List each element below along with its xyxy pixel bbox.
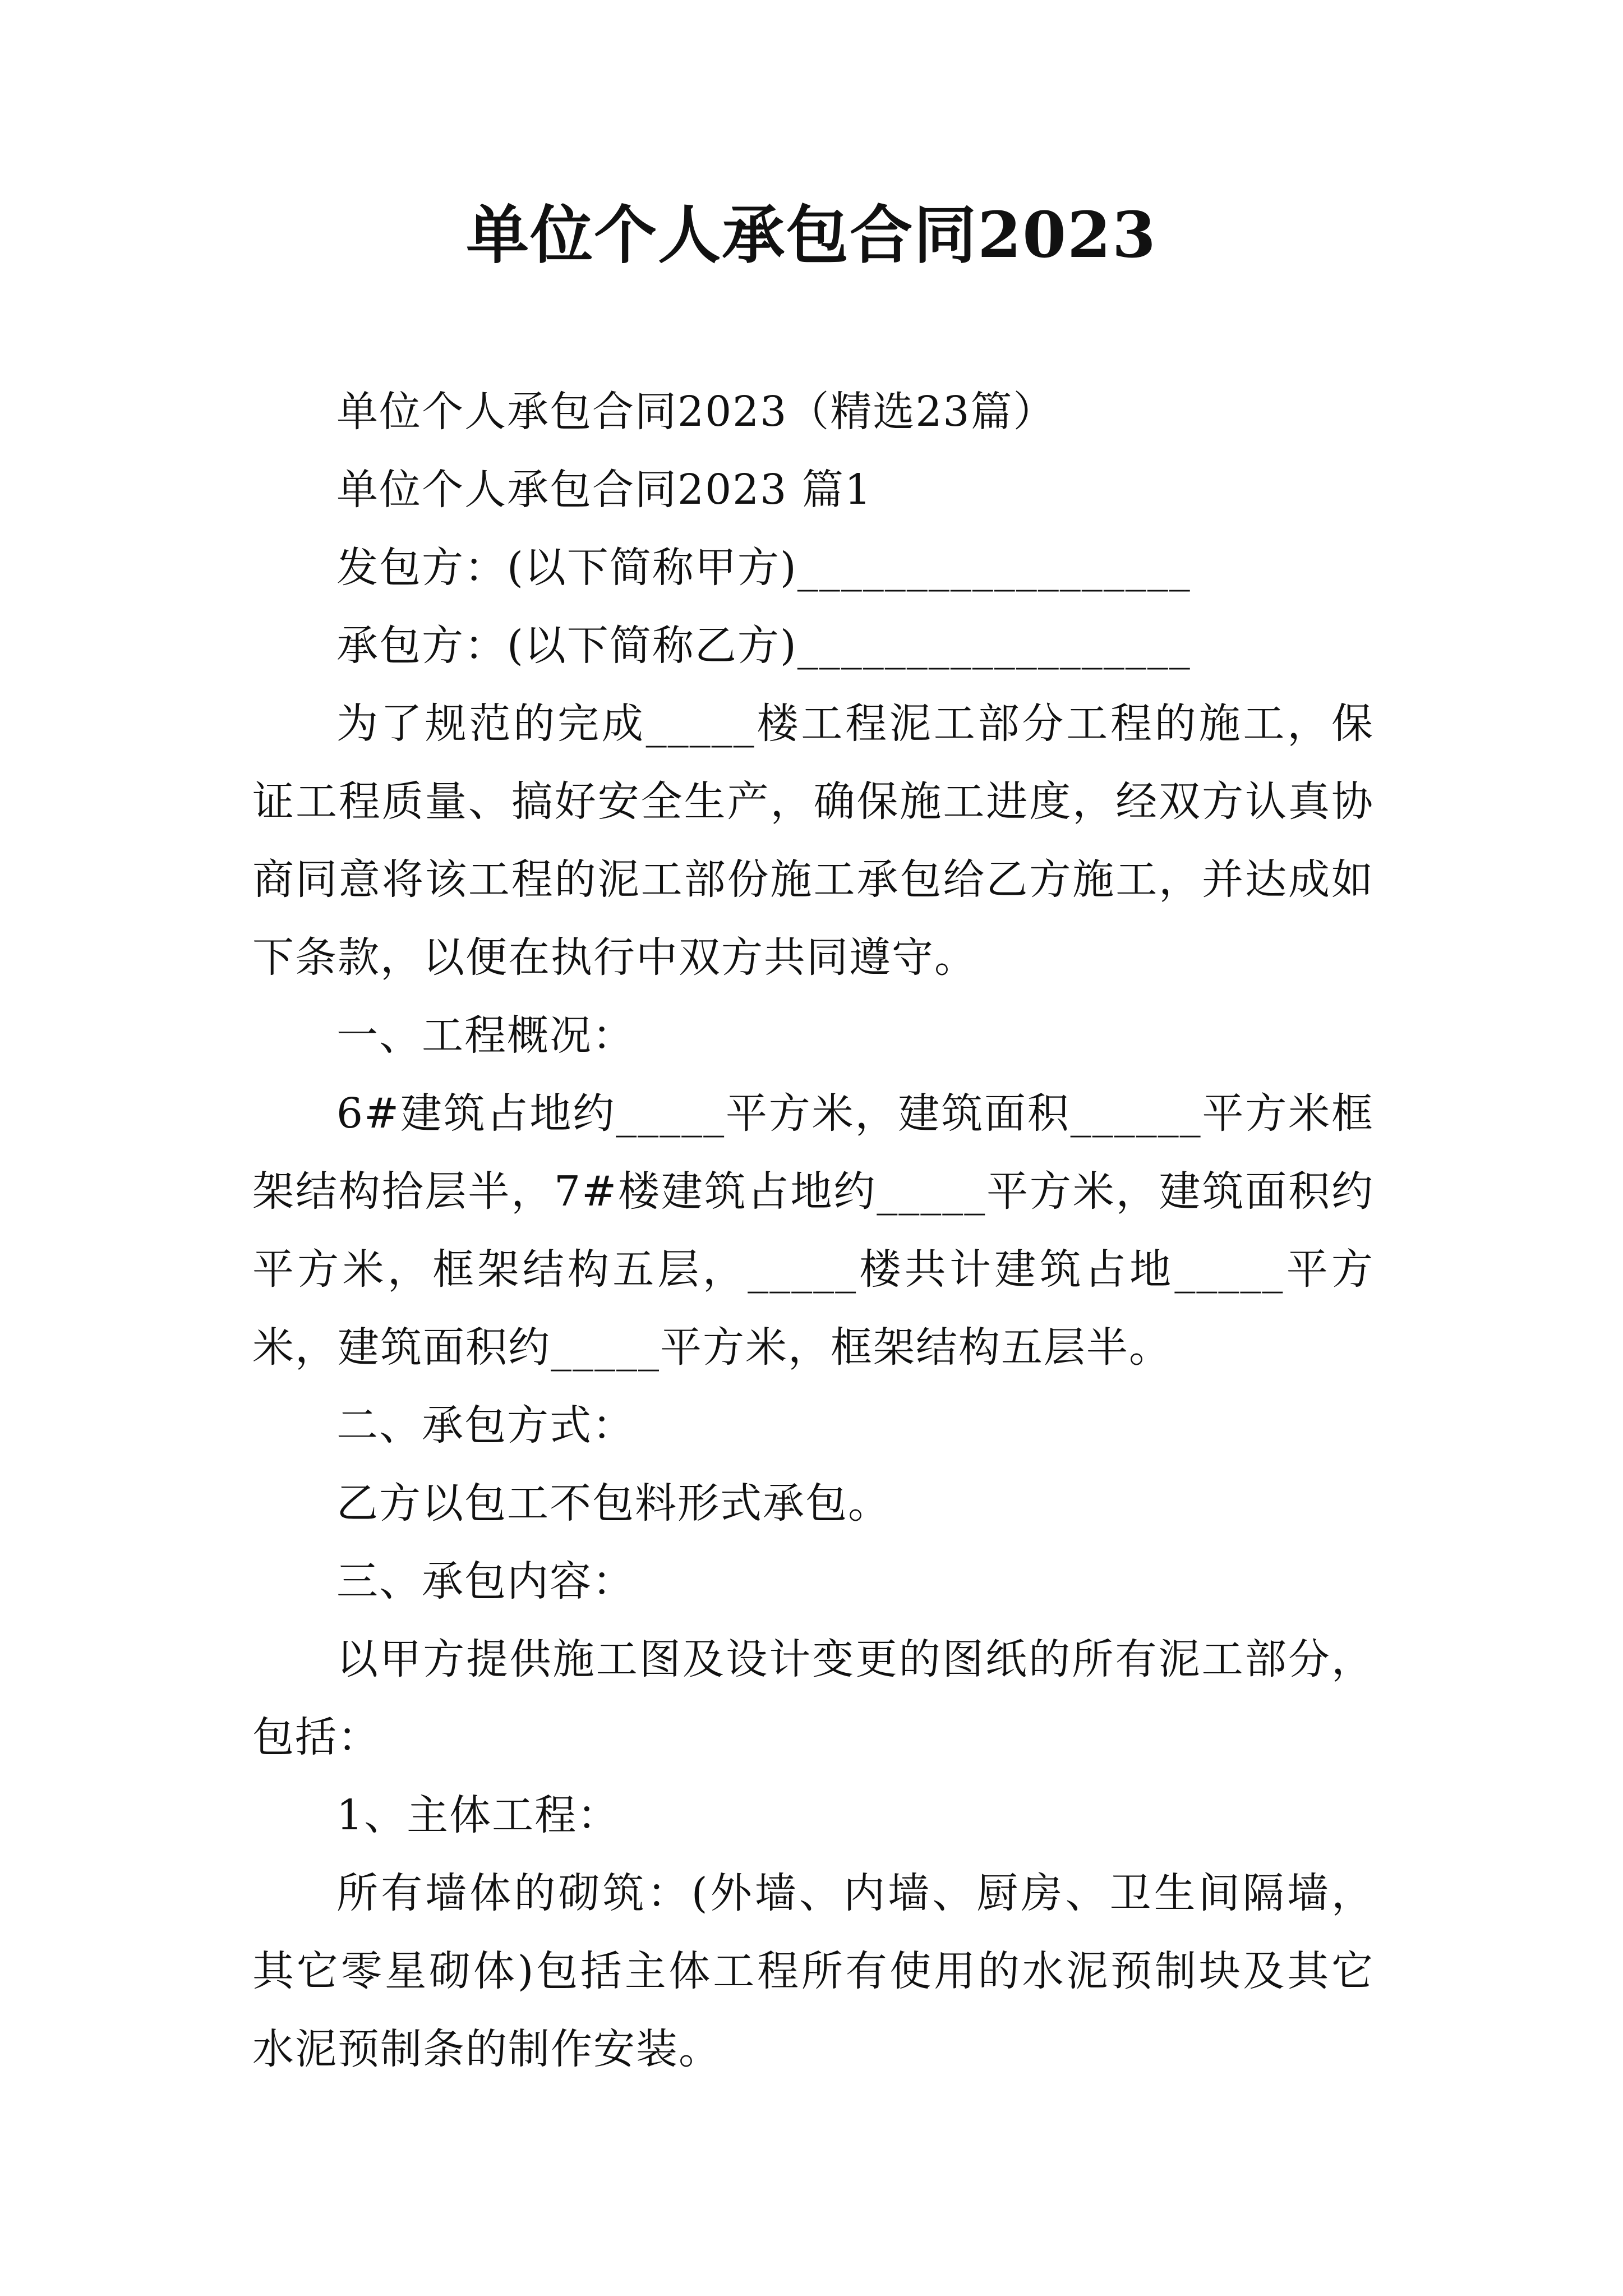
- document-body: [252, 373, 1374, 2088]
- paragraph-preamble: 为了规范的完成_____楼工程泥工部分工程的施工，保证工程质量、搞好安全生产，确保施工进度，经双方认真协商同意将该工程的泥工部份施工承包给乙方施工，并达成如下条款，以便在执行中双方共同遵守。: [252, 700, 1374, 982]
- paragraph-section-heading: 单位个人承包合同2023 篇1: [336, 466, 872, 514]
- paragraph-heading-overview: 一、工程概况：: [336, 1011, 635, 1060]
- paragraph-heading-method: 二、承包方式：: [336, 1401, 635, 1450]
- paragraph-overview: 6#建筑占地约_____平方米，建筑面积______平方米框架结构拾层半，7#楼建筑占地约_____平方米，建筑面积约平方米，框架结构五层，_____楼共计建筑占地_____平方米，建筑面积约_____平方米，框架结构五层半。: [252, 1089, 1374, 1372]
- document-title: 单位个人承包合同2023: [466, 199, 1157, 272]
- paragraph-party-a: 发包方：(以下简称甲方)__________________: [336, 544, 1191, 592]
- paragraph-heading-content: 三、承包内容：: [336, 1557, 635, 1605]
- paragraph-heading-main-works: 1、主体工程：: [336, 1791, 620, 1839]
- paragraph-method: 乙方以包工不包料形式承包。: [336, 1479, 891, 1527]
- paragraph-content: 以甲方提供施工图及设计变更的图纸的所有泥工部分，包括：: [252, 1635, 1374, 1761]
- paragraph-main-works: 所有墙体的砌筑：(外墙、内墙、厨房、卫生间隔墙，其它零星砌体)包括主体工程所有使用的水泥预制块及其它水泥预制条的制作安装。: [252, 1869, 1374, 2073]
- paragraph-party-b: 承包方：(以下简称乙方)__________________: [336, 622, 1191, 670]
- paragraph-subtitle: 单位个人承包合同2023（精选23篇）: [336, 388, 1056, 436]
